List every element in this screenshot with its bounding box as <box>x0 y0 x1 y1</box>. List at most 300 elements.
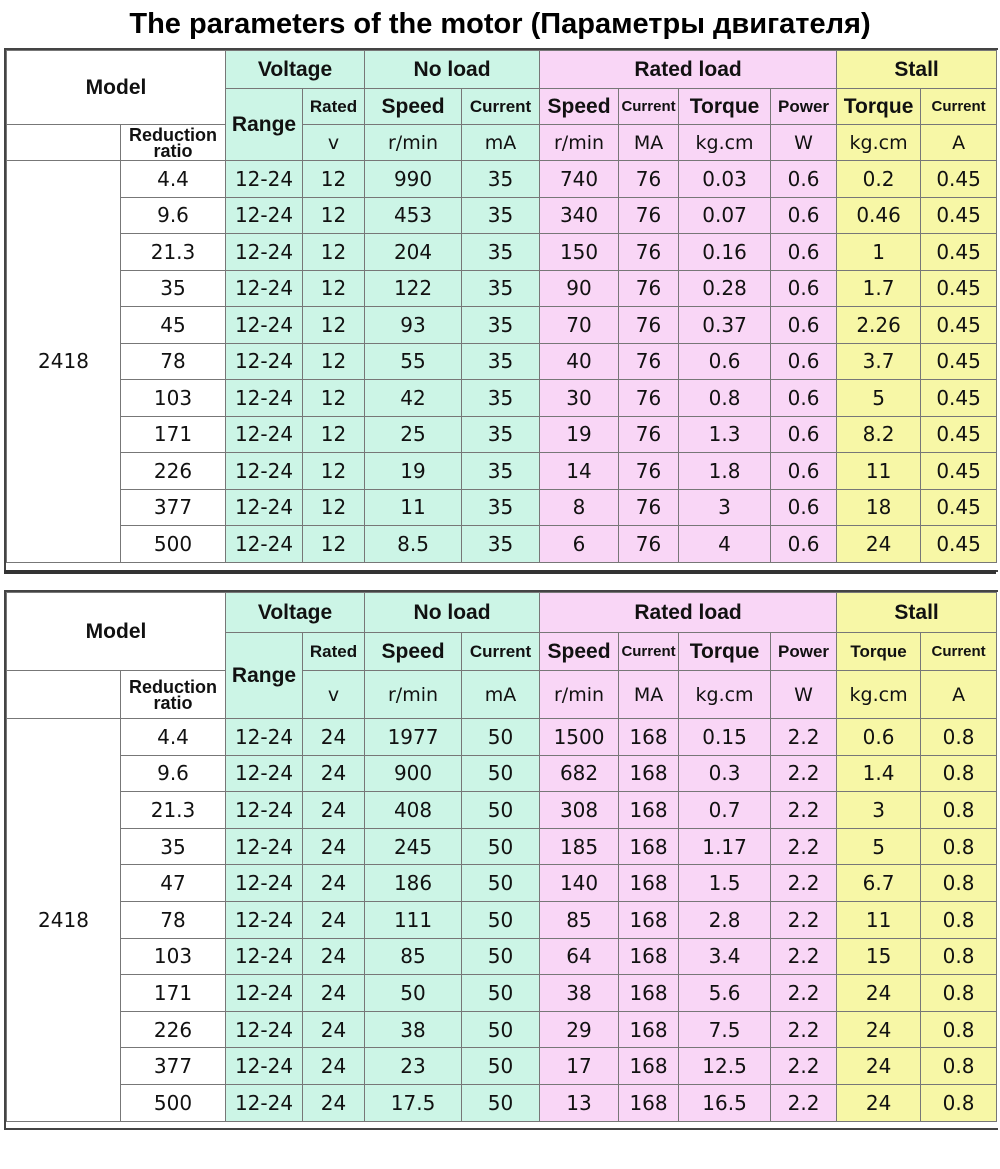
no-load-current-header: Current <box>462 89 540 125</box>
stall-current-cell: 0.8 <box>921 719 997 756</box>
reduction-ratio-cell: 9.6 <box>121 755 226 792</box>
stall-torque-cell: 24 <box>837 975 921 1012</box>
no-load-speed-cell: 50 <box>365 975 462 1012</box>
rated-current-cell: 76 <box>619 270 679 307</box>
rated-speed-header: Speed <box>540 89 619 125</box>
range-header: Range <box>226 633 303 719</box>
stall-torque-cell: 5 <box>837 828 921 865</box>
voltage-range-cell: 12-24 <box>226 489 303 526</box>
no-load-current-cell: 50 <box>462 865 540 902</box>
rated-torque-cell: 0.03 <box>679 161 771 198</box>
rated-speed-cell: 70 <box>540 307 619 344</box>
no-load-speed-cell: 55 <box>365 343 462 380</box>
rated-torque-header: Torque <box>679 633 771 671</box>
voltage-range-cell: 12-24 <box>226 197 303 234</box>
no-load-current-cell: 35 <box>462 489 540 526</box>
rated-torque-cell: 0.16 <box>679 234 771 271</box>
reduction-ratio-cell: 103 <box>121 380 226 417</box>
stall-torque-header: Torque <box>837 633 921 671</box>
no-load-speed-cell: 17.5 <box>365 1084 462 1121</box>
voltage-range-cell: 12-24 <box>226 526 303 563</box>
voltage-range-cell: 12-24 <box>226 1048 303 1085</box>
table-row <box>7 197 997 234</box>
table-row <box>7 865 997 902</box>
stall-torque-cell: 3.7 <box>837 343 921 380</box>
rated-power-cell: 0.6 <box>771 453 837 490</box>
voltage-range-cell: 12-24 <box>226 828 303 865</box>
stall-header: Stall <box>837 593 997 633</box>
stall-current-cell: 0.8 <box>921 938 997 975</box>
rated-speed-cell: 340 <box>540 197 619 234</box>
rated-power-cell: 2.2 <box>771 1048 837 1085</box>
model-blank-cell <box>7 671 121 719</box>
reduction-ratio-header: Reduction ratio <box>121 125 226 161</box>
no-load-speed-cell: 93 <box>365 307 462 344</box>
reduction-ratio-cell: 47 <box>121 865 226 902</box>
no-load-current-cell: 50 <box>462 828 540 865</box>
table-row <box>7 270 997 307</box>
voltage-rated-cell: 24 <box>303 1048 365 1085</box>
rated-power-header: Power <box>771 633 837 671</box>
rated-speed-cell: 29 <box>540 1011 619 1048</box>
no-load-speed-cell: 900 <box>365 755 462 792</box>
reduction-ratio-cell: 500 <box>121 526 226 563</box>
rated-power-cell: 2.2 <box>771 755 837 792</box>
voltage-rated-cell: 24 <box>303 1011 365 1048</box>
no-load-speed-cell: 8.5 <box>365 526 462 563</box>
no-load-current-cell: 35 <box>462 343 540 380</box>
stall-current-cell: 0.8 <box>921 755 997 792</box>
table-row <box>7 380 997 417</box>
stall-torque-cell: 3 <box>837 792 921 829</box>
stall-current-cell: 0.45 <box>921 380 997 417</box>
rated-current-cell: 168 <box>619 792 679 829</box>
reduction-ratio-cell: 377 <box>121 489 226 526</box>
rated-current-cell: 76 <box>619 307 679 344</box>
unit-v: v <box>303 671 365 719</box>
rated-current-cell: 168 <box>619 975 679 1012</box>
stall-current-cell: 0.8 <box>921 792 997 829</box>
no-load-header: No load <box>365 51 540 89</box>
motor-table-12v <box>4 48 998 572</box>
rated-power-cell: 2.2 <box>771 865 837 902</box>
rated-current-cell: 76 <box>619 234 679 271</box>
rated-current-cell: 76 <box>619 489 679 526</box>
voltage-rated-cell: 12 <box>303 161 365 198</box>
stall-torque-cell: 5 <box>837 380 921 417</box>
no-load-current-cell: 50 <box>462 792 540 829</box>
rated-power-cell: 0.6 <box>771 343 837 380</box>
no-load-current-cell: 35 <box>462 380 540 417</box>
rated-speed-cell: 30 <box>540 380 619 417</box>
unit-w: W <box>771 125 837 161</box>
stall-current-cell: 0.45 <box>921 343 997 380</box>
rated-speed-cell: 682 <box>540 755 619 792</box>
unit-rmin: r/min <box>365 125 462 161</box>
stall-current-cell: 0.8 <box>921 1011 997 1048</box>
rated-torque-cell: 1.5 <box>679 865 771 902</box>
rated-torque-cell: 0.15 <box>679 719 771 756</box>
voltage-rated-cell: 24 <box>303 1084 365 1121</box>
no-load-speed-cell: 990 <box>365 161 462 198</box>
stall-torque-cell: 24 <box>837 1011 921 1048</box>
reduction-ratio-cell: 45 <box>121 307 226 344</box>
no-load-speed-cell: 111 <box>365 901 462 938</box>
stall-current-cell: 0.45 <box>921 307 997 344</box>
reduction-ratio-cell: 35 <box>121 828 226 865</box>
table-row <box>7 938 997 975</box>
voltage-range-cell: 12-24 <box>226 755 303 792</box>
unit-ma: mA <box>462 125 540 161</box>
no-load-current-cell: 50 <box>462 901 540 938</box>
rated-speed-cell: 13 <box>540 1084 619 1121</box>
stall-current-cell: 0.45 <box>921 161 997 198</box>
reduction-ratio-cell: 226 <box>121 1011 226 1048</box>
rated-power-cell: 0.6 <box>771 270 837 307</box>
voltage-header: Voltage <box>226 51 365 89</box>
rated-current-cell: 76 <box>619 526 679 563</box>
stall-torque-cell: 2.26 <box>837 307 921 344</box>
stall-current-header: Current <box>921 633 997 671</box>
rated-current-header: Current <box>619 89 679 125</box>
rated-speed-cell: 740 <box>540 161 619 198</box>
model-header: Model <box>7 51 226 125</box>
voltage-range-cell: 12-24 <box>226 234 303 271</box>
voltage-rated-cell: 24 <box>303 755 365 792</box>
table-row <box>7 307 997 344</box>
voltage-range-cell: 12-24 <box>226 161 303 198</box>
voltage-range-cell: 12-24 <box>226 901 303 938</box>
no-load-current-cell: 50 <box>462 1011 540 1048</box>
stall-current-cell: 0.8 <box>921 1084 997 1121</box>
rated-speed-cell: 40 <box>540 343 619 380</box>
stall-torque-cell: 24 <box>837 1084 921 1121</box>
no-load-speed-cell: 11 <box>365 489 462 526</box>
rated-speed-cell: 38 <box>540 975 619 1012</box>
rated-current-cell: 168 <box>619 755 679 792</box>
table-row <box>7 526 997 563</box>
no-load-current-cell: 50 <box>462 1048 540 1085</box>
voltage-rated-cell: 24 <box>303 865 365 902</box>
rated-speed-cell: 1500 <box>540 719 619 756</box>
model-blank-cell <box>7 125 121 161</box>
rated-current-cell: 168 <box>619 938 679 975</box>
voltage-rated-cell: 12 <box>303 453 365 490</box>
no-load-current-cell: 35 <box>462 270 540 307</box>
rated-torque-cell: 1.17 <box>679 828 771 865</box>
no-load-current-cell: 50 <box>462 1084 540 1121</box>
table-row <box>7 719 997 756</box>
voltage-rated-cell: 24 <box>303 901 365 938</box>
voltage-range-cell: 12-24 <box>226 307 303 344</box>
rated-current-cell: 168 <box>619 1084 679 1121</box>
rated-current-cell: 76 <box>619 416 679 453</box>
stall-current-header: Current <box>921 89 997 125</box>
reduction-ratio-cell: 500 <box>121 1084 226 1121</box>
voltage-rated-cell: 12 <box>303 343 365 380</box>
reduction-ratio-cell: 21.3 <box>121 234 226 271</box>
rated-speed-cell: 64 <box>540 938 619 975</box>
no-load-current-cell: 35 <box>462 416 540 453</box>
unit-kgcm: kg.cm <box>679 125 771 161</box>
stall-torque-cell: 0.46 <box>837 197 921 234</box>
rated-speed-header: Speed <box>540 633 619 671</box>
model-header: Model <box>7 593 226 671</box>
stall-current-cell: 0.8 <box>921 865 997 902</box>
unit-MA: MA <box>619 125 679 161</box>
no-load-speed-cell: 23 <box>365 1048 462 1085</box>
voltage-range-cell: 12-24 <box>226 792 303 829</box>
rated-speed-cell: 140 <box>540 865 619 902</box>
no-load-speed-header: Speed <box>365 633 462 671</box>
table-row <box>7 828 997 865</box>
no-load-speed-cell: 38 <box>365 1011 462 1048</box>
stall-torque-cell: 1.4 <box>837 755 921 792</box>
no-load-speed-cell: 245 <box>365 828 462 865</box>
no-load-speed-cell: 25 <box>365 416 462 453</box>
unit-MA: MA <box>619 671 679 719</box>
reduction-ratio-cell: 103 <box>121 938 226 975</box>
rated-current-cell: 168 <box>619 1048 679 1085</box>
stall-header: Stall <box>837 51 997 89</box>
spec-table <box>6 592 997 1122</box>
range-header: Range <box>226 89 303 161</box>
voltage-rated-cell: 24 <box>303 719 365 756</box>
stall-current-cell: 0.8 <box>921 828 997 865</box>
unit-a: A <box>921 671 997 719</box>
voltage-range-cell: 12-24 <box>226 865 303 902</box>
table-row <box>7 343 997 380</box>
no-load-speed-header: Speed <box>365 89 462 125</box>
stall-current-cell: 0.45 <box>921 197 997 234</box>
rated-speed-cell: 19 <box>540 416 619 453</box>
rated-current-header: Current <box>619 633 679 671</box>
rated-power-cell: 2.2 <box>771 901 837 938</box>
rated-speed-cell: 6 <box>540 526 619 563</box>
stall-torque-cell: 1 <box>837 234 921 271</box>
rated-power-cell: 2.2 <box>771 719 837 756</box>
rated-header: Rated <box>303 89 365 125</box>
rated-speed-cell: 85 <box>540 901 619 938</box>
unit-rmin: r/min <box>540 125 619 161</box>
stall-torque-header: Torque <box>837 89 921 125</box>
stall-current-cell: 0.8 <box>921 901 997 938</box>
no-load-header: No load <box>365 593 540 633</box>
stall-torque-cell: 6.7 <box>837 865 921 902</box>
stall-torque-cell: 8.2 <box>837 416 921 453</box>
rated-power-cell: 0.6 <box>771 197 837 234</box>
rated-current-cell: 76 <box>619 343 679 380</box>
table-row <box>7 1084 997 1121</box>
unit-ma: mA <box>462 671 540 719</box>
rated-torque-cell: 2.8 <box>679 901 771 938</box>
motor-table-24v <box>4 590 998 1130</box>
stall-torque-cell: 11 <box>837 453 921 490</box>
voltage-rated-cell: 12 <box>303 489 365 526</box>
no-load-current-cell: 35 <box>462 197 540 234</box>
no-load-current-cell: 50 <box>462 975 540 1012</box>
stall-torque-cell: 15 <box>837 938 921 975</box>
voltage-rated-cell: 12 <box>303 526 365 563</box>
voltage-rated-cell: 12 <box>303 270 365 307</box>
reduction-ratio-cell: 9.6 <box>121 197 226 234</box>
rated-power-cell: 2.2 <box>771 1084 837 1121</box>
voltage-range-cell: 12-24 <box>226 719 303 756</box>
no-load-current-cell: 35 <box>462 307 540 344</box>
rated-current-cell: 168 <box>619 901 679 938</box>
table-row <box>7 975 997 1012</box>
voltage-rated-cell: 12 <box>303 234 365 271</box>
no-load-speed-cell: 19 <box>365 453 462 490</box>
no-load-current-cell: 50 <box>462 755 540 792</box>
reduction-ratio-cell: 21.3 <box>121 792 226 829</box>
stall-current-cell: 0.45 <box>921 489 997 526</box>
reduction-ratio-cell: 377 <box>121 1048 226 1085</box>
rated-torque-cell: 4 <box>679 526 771 563</box>
voltage-range-cell: 12-24 <box>226 343 303 380</box>
rated-torque-cell: 5.6 <box>679 975 771 1012</box>
rated-speed-cell: 90 <box>540 270 619 307</box>
voltage-range-cell: 12-24 <box>226 1084 303 1121</box>
unit-w: W <box>771 671 837 719</box>
rated-power-cell: 0.6 <box>771 234 837 271</box>
page-title: The parameters of the motor (Параметры двигателя) <box>129 8 871 40</box>
reduction-ratio-cell: 4.4 <box>121 719 226 756</box>
unit-a: A <box>921 125 997 161</box>
voltage-rated-cell: 24 <box>303 792 365 829</box>
rated-torque-cell: 3.4 <box>679 938 771 975</box>
stall-torque-cell: 1.7 <box>837 270 921 307</box>
rated-torque-cell: 1.8 <box>679 453 771 490</box>
rated-current-cell: 76 <box>619 161 679 198</box>
reduction-ratio-cell: 171 <box>121 416 226 453</box>
rated-current-cell: 76 <box>619 197 679 234</box>
unit-kgcm: kg.cm <box>837 671 921 719</box>
rated-current-cell: 168 <box>619 828 679 865</box>
rated-power-cell: 2.2 <box>771 938 837 975</box>
rated-load-header: Rated load <box>540 593 837 633</box>
unit-v: v <box>303 125 365 161</box>
unit-rmin: r/min <box>540 671 619 719</box>
rated-power-cell: 0.6 <box>771 161 837 198</box>
rated-torque-cell: 0.28 <box>679 270 771 307</box>
no-load-current-header: Current <box>462 633 540 671</box>
voltage-range-cell: 12-24 <box>226 380 303 417</box>
rated-speed-cell: 14 <box>540 453 619 490</box>
rated-torque-cell: 3 <box>679 489 771 526</box>
voltage-header: Voltage <box>226 593 365 633</box>
rated-current-cell: 168 <box>619 719 679 756</box>
no-load-current-cell: 35 <box>462 526 540 563</box>
no-load-current-cell: 35 <box>462 161 540 198</box>
rated-power-header: Power <box>771 89 837 125</box>
reduction-ratio-header: Reduction ratio <box>121 671 226 719</box>
table-row <box>7 161 997 198</box>
no-load-speed-cell: 42 <box>365 380 462 417</box>
voltage-range-cell: 12-24 <box>226 938 303 975</box>
no-load-speed-cell: 408 <box>365 792 462 829</box>
no-load-speed-cell: 186 <box>365 865 462 902</box>
rated-current-cell: 168 <box>619 865 679 902</box>
stall-torque-cell: 24 <box>837 1048 921 1085</box>
voltage-rated-cell: 12 <box>303 197 365 234</box>
rated-torque-cell: 12.5 <box>679 1048 771 1085</box>
rated-power-cell: 0.6 <box>771 526 837 563</box>
voltage-range-cell: 12-24 <box>226 416 303 453</box>
no-load-speed-cell: 85 <box>365 938 462 975</box>
voltage-rated-cell: 24 <box>303 828 365 865</box>
stall-current-cell: 0.45 <box>921 453 997 490</box>
voltage-range-cell: 12-24 <box>226 453 303 490</box>
rated-current-cell: 76 <box>619 380 679 417</box>
stall-torque-cell: 0.2 <box>837 161 921 198</box>
stall-current-cell: 0.45 <box>921 270 997 307</box>
voltage-rated-cell: 12 <box>303 307 365 344</box>
stall-torque-cell: 24 <box>837 526 921 563</box>
no-load-current-cell: 35 <box>462 234 540 271</box>
stall-current-cell: 0.45 <box>921 416 997 453</box>
stall-torque-cell: 11 <box>837 901 921 938</box>
no-load-speed-cell: 204 <box>365 234 462 271</box>
stall-current-cell: 0.45 <box>921 234 997 271</box>
rated-current-cell: 76 <box>619 453 679 490</box>
rated-torque-cell: 0.07 <box>679 197 771 234</box>
table-row <box>7 453 997 490</box>
rated-power-cell: 2.2 <box>771 1011 837 1048</box>
table-row <box>7 234 997 271</box>
spec-table <box>6 50 997 563</box>
table-row <box>7 416 997 453</box>
rated-load-header: Rated load <box>540 51 837 89</box>
no-load-speed-cell: 1977 <box>365 719 462 756</box>
rated-torque-cell: 0.37 <box>679 307 771 344</box>
stall-current-cell: 0.8 <box>921 1048 997 1085</box>
rated-torque-cell: 0.3 <box>679 755 771 792</box>
rated-speed-cell: 185 <box>540 828 619 865</box>
reduction-ratio-cell: 35 <box>121 270 226 307</box>
table-row <box>7 755 997 792</box>
rated-power-cell: 0.6 <box>771 489 837 526</box>
rated-torque-cell: 16.5 <box>679 1084 771 1121</box>
rated-power-cell: 0.6 <box>771 307 837 344</box>
rated-power-cell: 2.2 <box>771 828 837 865</box>
no-load-current-cell: 35 <box>462 453 540 490</box>
model-value-cell: 2418 <box>7 719 121 1122</box>
model-value-cell: 2418 <box>7 161 121 563</box>
unit-kgcm: kg.cm <box>837 125 921 161</box>
rated-torque-cell: 0.6 <box>679 343 771 380</box>
rated-current-cell: 168 <box>619 1011 679 1048</box>
voltage-rated-cell: 24 <box>303 938 365 975</box>
rated-torque-cell: 0.8 <box>679 380 771 417</box>
rated-header: Rated <box>303 633 365 671</box>
rated-power-cell: 2.2 <box>771 975 837 1012</box>
table-row <box>7 489 997 526</box>
rated-power-cell: 2.2 <box>771 792 837 829</box>
voltage-range-cell: 12-24 <box>226 975 303 1012</box>
table-row <box>7 1048 997 1085</box>
voltage-rated-cell: 12 <box>303 416 365 453</box>
table-row <box>7 1011 997 1048</box>
unit-kgcm: kg.cm <box>679 671 771 719</box>
table-row <box>7 792 997 829</box>
rated-power-cell: 0.6 <box>771 380 837 417</box>
rated-torque-header: Torque <box>679 89 771 125</box>
rated-torque-cell: 1.3 <box>679 416 771 453</box>
voltage-range-cell: 12-24 <box>226 1011 303 1048</box>
stall-torque-cell: 18 <box>837 489 921 526</box>
voltage-rated-cell: 24 <box>303 975 365 1012</box>
